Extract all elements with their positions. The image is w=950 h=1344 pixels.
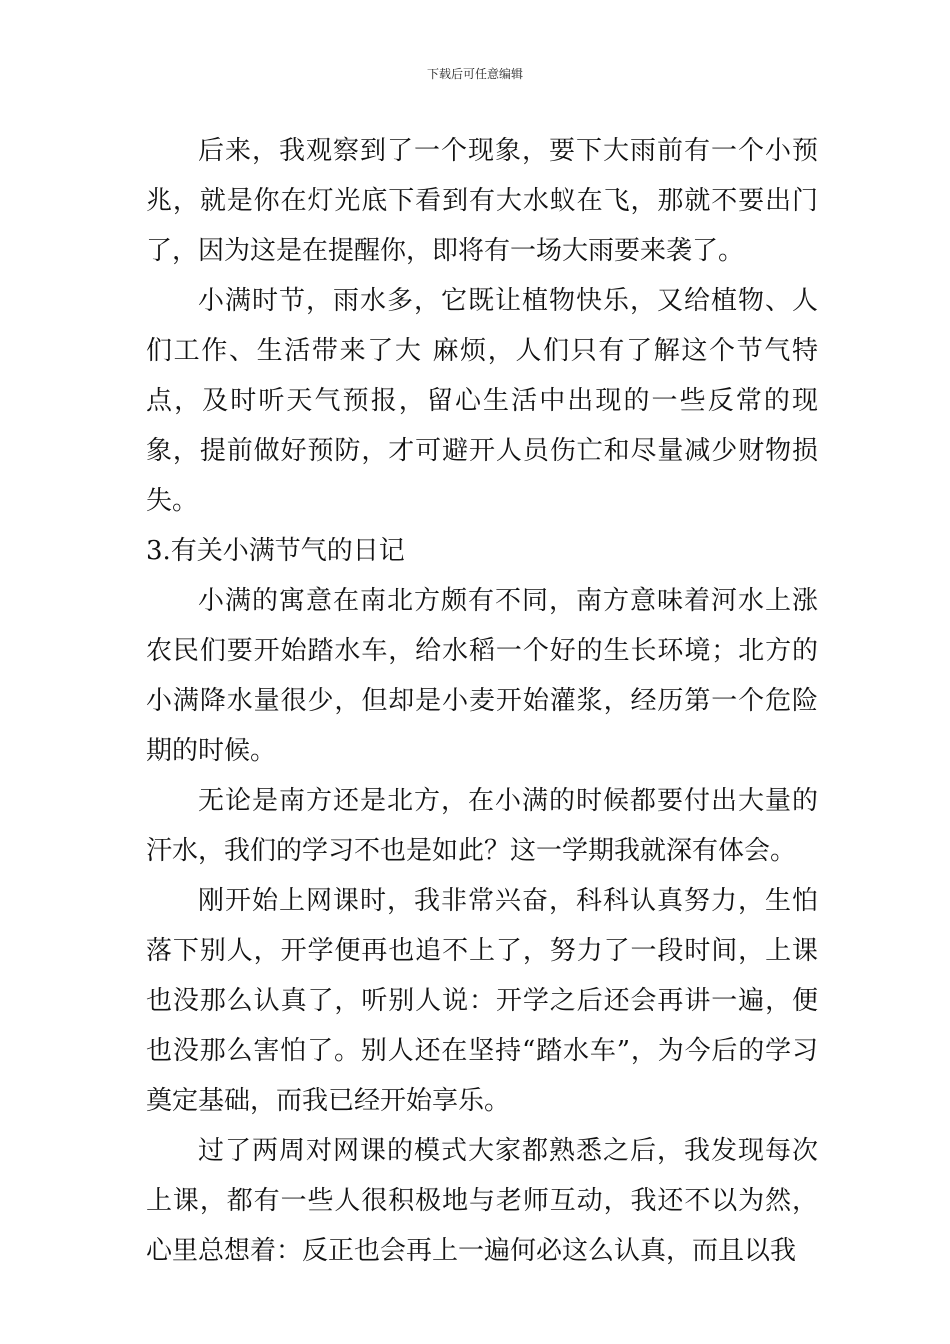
- document-body: [146, 126, 818, 1276]
- paragraph-1: 后来，我观察到了一个现象，要下大雨前有一个小预兆，就是你在灯光底下看到有大水蚁在飞，那就不要出门了，因为这是在提醒你，即将有一场大雨要来袭了。: [146, 136, 818, 266]
- paragraph-2: 小满时节，雨水多，它既让植物快乐，又给植物、人们工作、生活带来了大 麻烦，人们只有了解这个节气特点，及时听天气预报，留心生活中出现的一些反常的现象，提前做好预防，才可避开人员伤亡和尽量减少财物损失。: [146, 286, 818, 516]
- section-paragraph-1: 小满的寓意在南北方颇有不同，南方意味着河水上涨农民们要开始踏水车，给水稻一个好的生长环境；北方的小满降水量很少，但却是小麦开始灌浆，经历第一个危险期的时候。: [146, 586, 818, 766]
- section-paragraph-4: 过了两周对网课的模式大家都熟悉之后，我发现每次上课，都有一些人很积极地与老师互动，我还不以为然，心里总想着：反正也会再上一遍何必这么认真，而且以我: [146, 1136, 818, 1266]
- section-paragraph-3: 刚开始上网课时，我非常兴奋，科科认真努力，生怕落下别人，开学便再也追不上了，努力了一段时间，上课也没那么认真了，听别人说：开学之后还会再讲一遍，便也没那么害怕了。别人还在坚持“踏水车”，为今后的学习奠定基础，而我已经开始享乐。: [146, 886, 818, 1116]
- page-header-note: 下载后可任意编辑: [426, 67, 523, 81]
- section-heading: 3.有关小满节气的日记: [146, 536, 405, 566]
- section-paragraph-2: 无论是南方还是北方，在小满的时候都要付出大量的汗水，我们的学习不也是如此？这一学期我就深有体会。: [146, 786, 818, 866]
